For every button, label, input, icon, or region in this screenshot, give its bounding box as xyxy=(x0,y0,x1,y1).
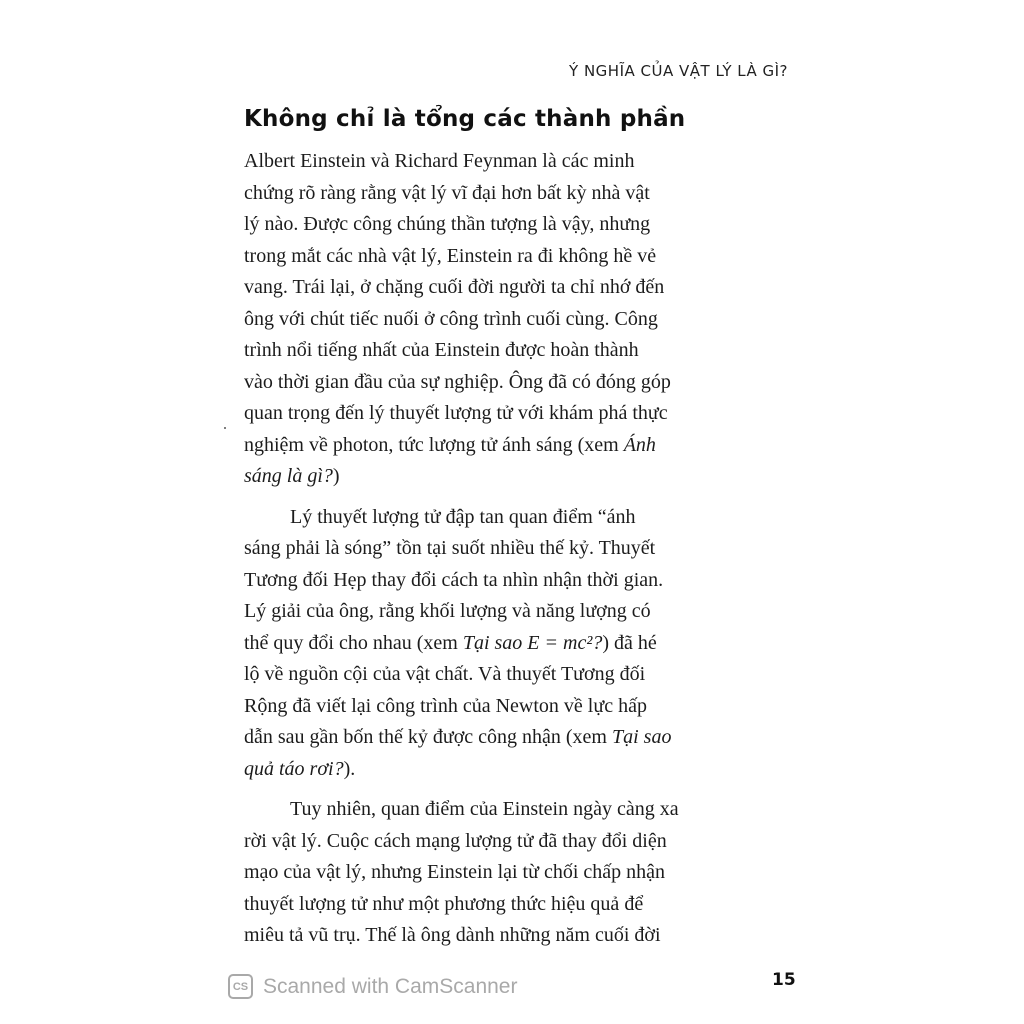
text-line: quan trọng đến lý thuyết lượng tử với khám phá thực xyxy=(244,402,668,424)
text-line: sáng phải là sóng” tồn tại suốt nhiều thế kỷ. Thuyết xyxy=(244,537,656,559)
text-line: lộ về nguồn cội của vật chất. Và thuyết Tương đối xyxy=(244,663,646,685)
cross-reference: quả táo rơi? xyxy=(244,757,344,780)
text-line xyxy=(244,754,744,786)
text-line: Tuy nhiên, quan điểm của Einstein ngày càng xa xyxy=(290,798,679,820)
paragraph-2 xyxy=(244,502,744,786)
text-line: vào thời gian đầu của sự nghiệp. Ông đã có đóng góp xyxy=(244,370,671,393)
text-segment: ). xyxy=(343,757,356,780)
text-line: rời vật lý. Cuộc cách mạng lượng tử đã thay đổi diện xyxy=(244,829,667,852)
text-line: miêu tả vũ trụ. Thế là ông dành những năm cuối đời xyxy=(244,924,661,946)
body-text xyxy=(244,146,744,952)
text-line: Lý giải của ông, rằng khối lượng và năng lượng có xyxy=(244,600,651,622)
text-line: chứng rõ ràng rằng vật lý vĩ đại hơn bất kỳ nhà vật xyxy=(244,181,650,204)
text-line xyxy=(244,461,744,493)
paragraph-spacer xyxy=(244,785,744,794)
paragraph-1 xyxy=(244,146,744,493)
cross-reference: Ánh xyxy=(623,433,656,456)
text-segment: thể quy đổi cho nhau (xem xyxy=(244,631,463,654)
text-line xyxy=(244,430,744,462)
running-header: Ý NGHĨA CỦA VẬT LÝ LÀ GÌ? xyxy=(569,62,788,80)
text-line: mạo của vật lý, nhưng Einstein lại từ chối chấp nhận xyxy=(244,861,666,883)
camscanner-watermark xyxy=(228,974,517,999)
section-heading: Không chỉ là tổng các thành phần xyxy=(244,106,686,132)
cross-reference: sáng là gì? xyxy=(244,465,333,487)
text-segment: ) xyxy=(332,465,340,487)
text-line: trong mắt các nhà vật lý, Einstein ra đi không hề vẻ xyxy=(244,244,657,267)
text-line xyxy=(244,628,744,660)
text-line: Lý thuyết lượng tử đập tan quan điểm “ánh xyxy=(290,505,636,528)
text-line: trình nổi tiếng nhất của Einstein được hoàn thành xyxy=(244,339,639,361)
text-line: Albert Einstein và Richard Feynman là các minh xyxy=(244,150,635,172)
text-segment: dẫn sau gần bốn thế kỷ được công nhận (xem xyxy=(244,726,612,748)
watermark-text: Scanned with CamScanner xyxy=(263,974,518,998)
text-line: Rộng đã viết lại công trình của Newton về lực hấp xyxy=(244,694,647,717)
scan-speck xyxy=(224,427,226,429)
paragraph-spacer xyxy=(244,493,744,502)
text-segment: ) đã hé xyxy=(602,631,657,654)
cross-reference: Tại sao xyxy=(612,726,672,748)
text-line: lý nào. Được công chúng thần tượng là vậy, nhưng xyxy=(244,213,651,235)
text-line xyxy=(244,722,744,754)
camscanner-logo-icon: CS xyxy=(228,974,253,999)
text-segment: nghiệm về photon, tức lượng tử ánh sáng (xem xyxy=(244,433,624,456)
text-line: thuyết lượng tử như một phương thức hiệu quả để xyxy=(244,892,644,915)
text-line: ông với chút tiếc nuối ở công trình cuối cùng. Công xyxy=(244,307,658,330)
text-line: Tương đối Hẹp thay đổi cách ta nhìn nhận thời gian. xyxy=(244,568,664,591)
text-line: vang. Trái lại, ở chặng cuối đời người ta chỉ nhớ đến xyxy=(244,276,665,298)
page-number: 15 xyxy=(772,970,796,990)
cross-reference: Tại sao E = mc²? xyxy=(462,631,603,654)
paragraph-3 xyxy=(244,794,744,952)
